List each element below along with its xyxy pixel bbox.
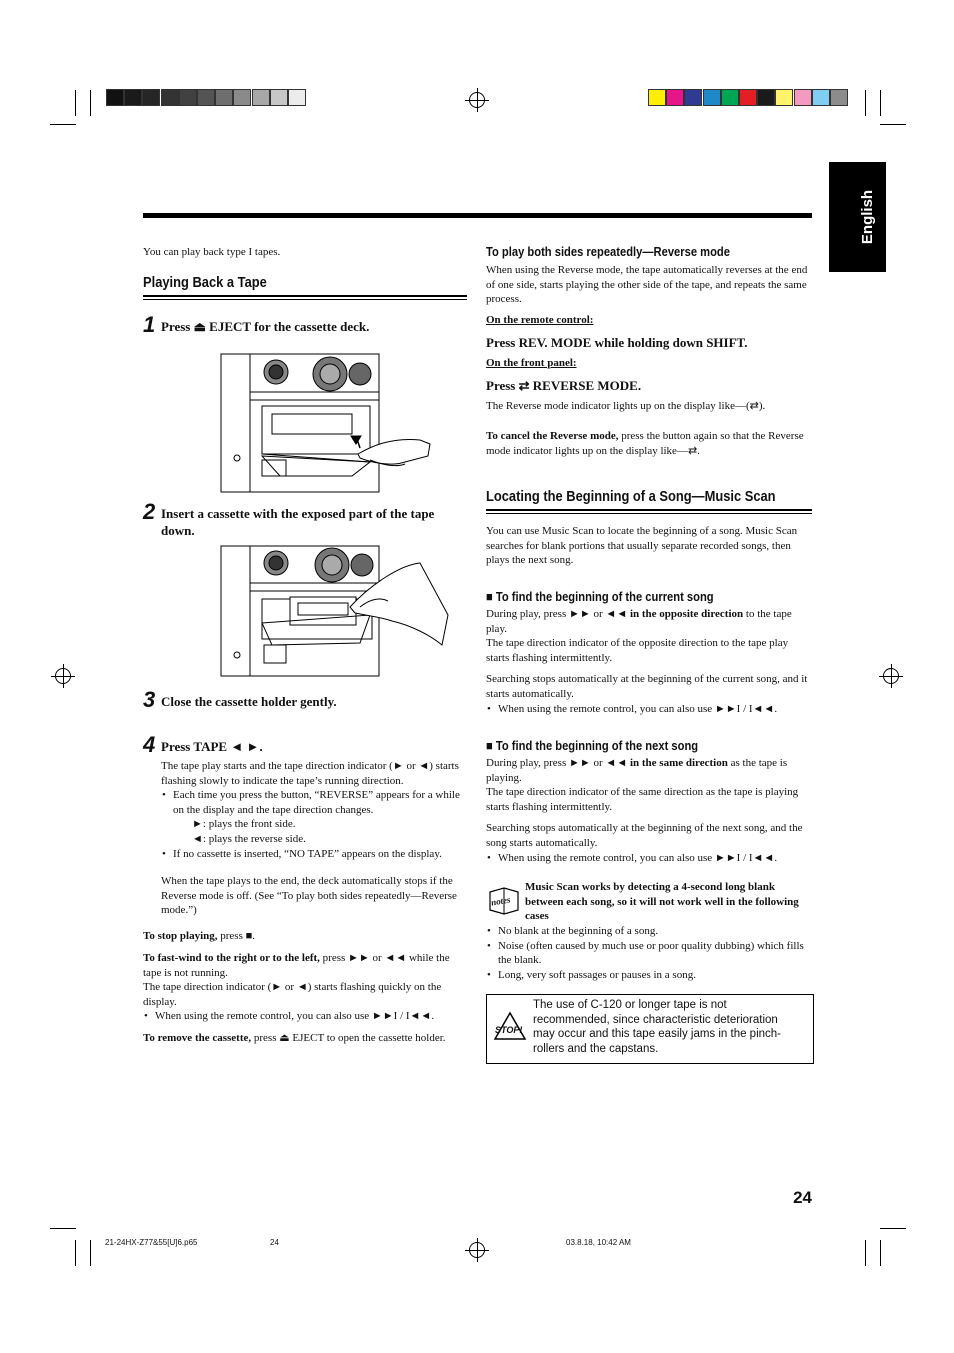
- step-1: [143, 312, 467, 338]
- next-song-title: ■ To find the beginning of the next song: [486, 738, 699, 753]
- crop-mark: [880, 90, 881, 116]
- step-3: [143, 687, 467, 713]
- step-number: 1: [143, 312, 156, 337]
- crop-mark: [865, 1240, 866, 1266]
- music-scan-body: You can use Music Scan to locate the beginning of a song. Music Scan searches for blank portions that usually separate recorded songs, then plays the next song.: [486, 525, 798, 567]
- step-text: Press ⏏ EJECT for the cassette deck.: [161, 319, 370, 334]
- reverse-mode-body: When using the Reverse mode, the tape automatically reverses at the end of one side, starts playing the other side of the tape, and repeats the same process.: [486, 264, 808, 306]
- crop-mark: [50, 1228, 76, 1229]
- header-rule: [143, 213, 812, 218]
- page-number: 24: [793, 1188, 812, 1207]
- warning-text: The use of C-120 or longer tape is not recommended, since characteristic deterioration may occur and this tape easily jams in the pinch-rollers and the capstans.: [533, 999, 782, 1055]
- section-title-music-scan: [486, 488, 812, 514]
- step-4-details: [161, 759, 467, 918]
- crop-mark: [865, 90, 866, 116]
- fast-wind-text: To fast-wind to the right or to the left, press ►► or ◄◄ while the tape is not running. The tape direction indicator (► or ◄) starts flashing quickly on the display. • When using the remote control, you can also use ►►I / I◄◄.: [143, 951, 467, 1024]
- list-item: • Each time you press the button, “REVERSE” appears for a while on the display and the tape direction changes. ►: plays the front side. ◄: plays the reverse side.: [161, 788, 467, 846]
- title-rule: [143, 295, 467, 300]
- step-4: [143, 732, 467, 758]
- color-swatch: [830, 89, 848, 106]
- crop-mark: [75, 90, 76, 116]
- color-swatch: [179, 89, 197, 106]
- registration-mark: [469, 92, 485, 108]
- stop-icon: [493, 1011, 527, 1043]
- stop-playing-text: To stop playing, press ■.: [143, 930, 256, 942]
- crop-mark: [75, 1240, 76, 1266]
- color-swatch: [142, 89, 160, 106]
- remote-control-label: On the remote control:: [486, 314, 594, 326]
- list-item: • Noise (often caused by much use or poor quality dubbing) which fills the blank.: [486, 939, 812, 968]
- list-item: • If no cassette is inserted, “NO TAPE” appears on the display.: [161, 847, 467, 862]
- color-swatch: [684, 89, 702, 106]
- remove-cassette-text: To remove the cassette, press ⏏ EJECT to open the cassette holder.: [143, 1032, 446, 1044]
- list-item: • When using the remote control, you can also use ►►I / I◄◄.: [143, 1009, 467, 1024]
- crop-mark: [880, 1240, 881, 1266]
- crop-mark: [50, 124, 76, 125]
- color-swatch: [288, 89, 306, 106]
- list-item: • Long, very soft passages or pauses in a song.: [486, 968, 812, 983]
- language-tab: [829, 162, 886, 272]
- registration-mark: [469, 1242, 485, 1258]
- color-swatch: [812, 89, 830, 106]
- notes-icon-label: notes: [490, 894, 512, 908]
- color-swatch: [721, 89, 739, 106]
- list-item: • No blank at the beginning of a song.: [486, 924, 812, 939]
- crop-mark: [90, 90, 91, 116]
- crop-mark: [90, 1240, 91, 1266]
- cancel-reverse-text: To cancel the Reverse mode, press the button again so that the Reverse mode indicator lights up on the display like—⇄.: [486, 430, 804, 457]
- color-swatch: [161, 89, 179, 106]
- color-swatch: [270, 89, 288, 106]
- step-number: 4: [143, 732, 156, 757]
- color-swatch: [794, 89, 812, 106]
- remote-instruction: Press REV. MODE while holding down SHIFT.: [486, 335, 748, 350]
- step-2: [143, 499, 467, 538]
- footer-page: 24: [270, 1238, 279, 1247]
- reverse-indicator-text: The Reverse mode indicator lights up on the display like—(⇄).: [486, 400, 766, 412]
- notes-bold-text: Music Scan works by detecting a 4-second long blank between each song, so it will not work well in the following cases: [525, 881, 799, 923]
- illustration-eject-deck: [220, 352, 432, 494]
- crop-mark: [880, 1228, 906, 1229]
- step-number: 3: [143, 687, 156, 712]
- stop-icon-label: STOP!: [495, 1025, 523, 1035]
- section-title-text: Locating the Beginning of a Song—Music Scan: [486, 488, 776, 505]
- step-text: Insert a cassette with the exposed part of the tape down.: [161, 506, 435, 538]
- step-text: Press TAPE ◄ ►.: [161, 739, 263, 754]
- registration-mark: [55, 668, 71, 684]
- current-song-body: During play, press ►► or ◄◄ in the opposite direction to the tape play. The tape direction indicator of the opposite direction to the tape play starts flashing intermittently. Searching stops automatically at the beginning of the current song, and it starts automatically. • When using the remote control, you can also use ►►I / I◄◄.: [486, 607, 812, 716]
- step-text: Close the cassette holder gently.: [161, 694, 337, 709]
- color-swatch: [124, 89, 142, 106]
- reverse-mode-title: To play both sides repeatedly—Reverse mode: [486, 244, 730, 259]
- footer-date: 03.8.18, 10:42 AM: [566, 1238, 631, 1247]
- list-item: • When using the remote control, you can also use ►►I / I◄◄.: [486, 851, 812, 866]
- current-song-title: ■ To find the beginning of the current song: [486, 589, 714, 604]
- step-4-sub2: ◄: plays the reverse side.: [192, 832, 306, 845]
- section-title-playing: [143, 274, 467, 300]
- color-swatch: [215, 89, 233, 106]
- color-swatch: [703, 89, 721, 106]
- language-tab-label: English: [859, 189, 876, 245]
- step-4-body: The tape play starts and the tape direction indicator (► or ◄) starts flashing slowly to indicate the tape’s running direction.: [161, 760, 459, 787]
- color-swatch: [775, 89, 793, 106]
- footer-file: 21-24HX-Z77&55[U]6.p65: [105, 1238, 198, 1247]
- color-swatch: [197, 89, 215, 106]
- next-song-body: During play, press ►► or ◄◄ in the same direction as the tape is playing. The tape direction indicator of the same direction as the tape is playing starts flashing intermittently. Searching stops automatically at the beginning of the next song, and the song starts automatically. • When using the remote control, you can also use ►►I / I◄◄.: [486, 756, 812, 865]
- illustration-insert-cassette: [220, 545, 452, 677]
- notes-icon: [488, 884, 520, 916]
- warning-box: [486, 994, 814, 1064]
- step-4-end: When the tape plays to the end, the deck automatically stops if the Reverse mode is off. (See “To play both sides repeatedly—Reverse mode.”): [161, 875, 457, 917]
- color-swatch: [757, 89, 775, 106]
- color-swatch: [252, 89, 270, 106]
- panel-instruction: Press ⇄ REVERSE MODE.: [486, 378, 642, 393]
- notes-list: [486, 924, 812, 982]
- list-item: • When using the remote control, you can also use ►►I / I◄◄.: [486, 702, 812, 717]
- front-panel-label: On the front panel:: [486, 357, 577, 369]
- section-title-text: Playing Back a Tape: [143, 274, 267, 291]
- color-swatch: [739, 89, 757, 106]
- crop-mark: [880, 124, 906, 125]
- color-swatch: [106, 89, 124, 106]
- title-rule: [486, 509, 812, 514]
- step-4-sub1: ►: plays the front side.: [192, 818, 296, 831]
- step-number: 2: [143, 499, 156, 524]
- registration-mark: [883, 668, 899, 684]
- color-swatch: [233, 89, 251, 106]
- color-swatch: [666, 89, 684, 106]
- intro-text: You can play back type I tapes.: [143, 246, 281, 258]
- color-swatch: [648, 89, 666, 106]
